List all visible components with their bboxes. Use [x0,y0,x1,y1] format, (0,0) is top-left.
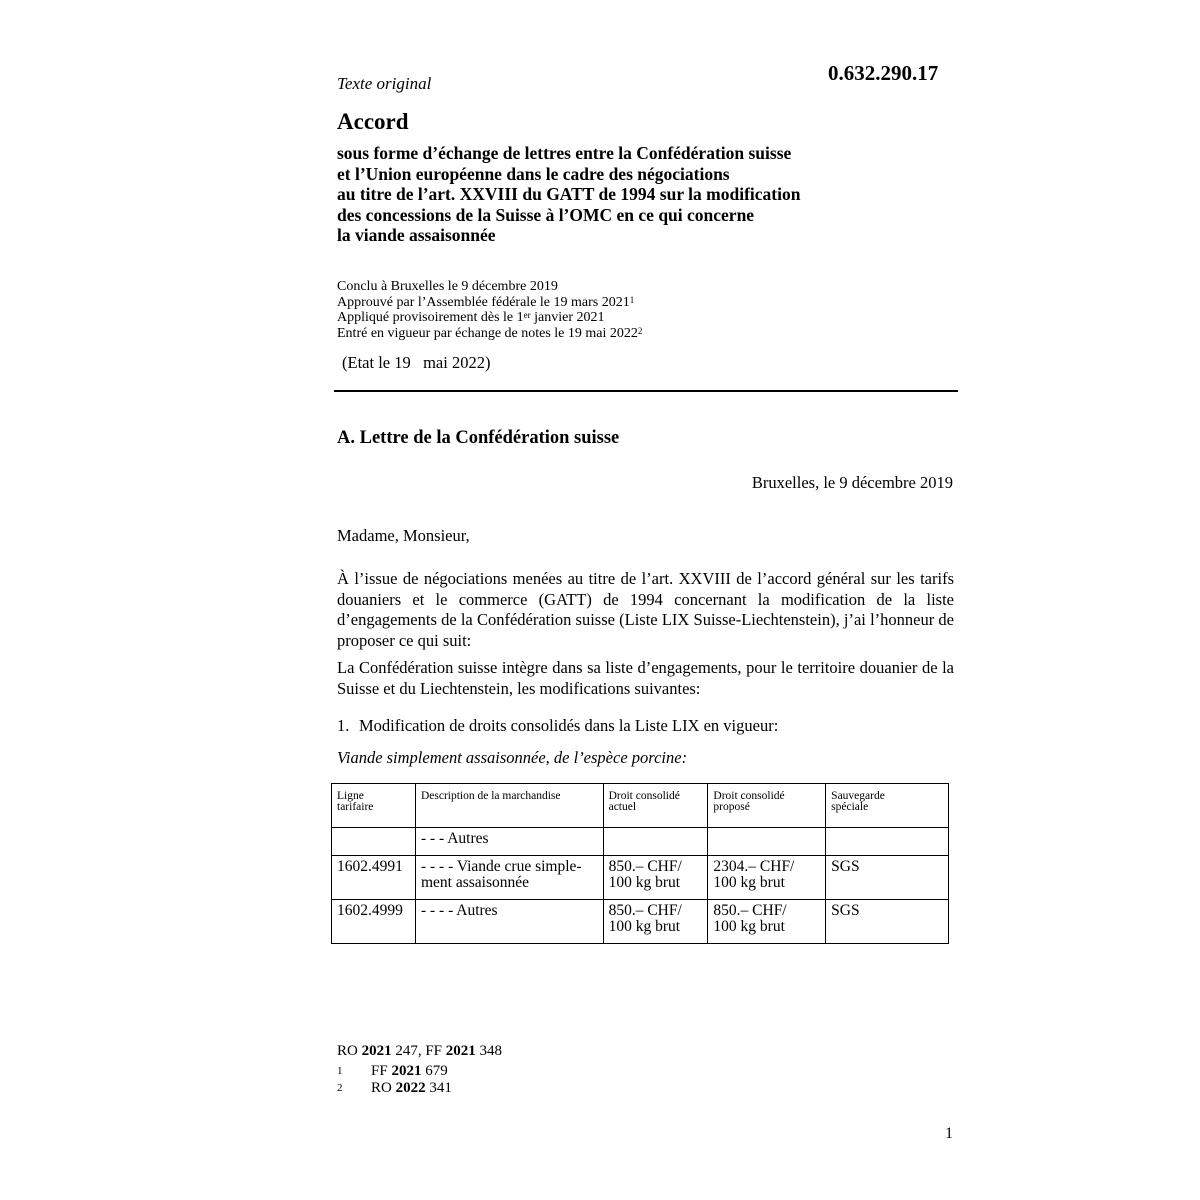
table-row [332,856,949,900]
in-force-date: Entré en vigueur par échange de notes le 19 mai 2022$^2$ [337,325,643,341]
section-a-title: A. Lettre de la Confédération suisse [337,428,620,448]
place-date: Bruxelles, le 9 décembre 2019 [751,473,953,492]
table-cell: 850.– CHF/ 100 kg brut [708,900,826,944]
table-cell [332,828,416,856]
header-special-safeguard: Sauvegarde spéciale [826,784,949,828]
footnote-ref-1[interactable]: 1 [629,294,635,305]
subtitle-line: au titre de l’art. XXVIII du GATT de 1994 sur la modification [337,184,801,204]
paragraph-1: À l’issue de négociations menées au titre de l’art. XXVIII de l’accord général sur les tarifs douaniers et le commerce (GATT) de 1994 concernant la modification de la liste d’engagements de la Confédération suisse (Liste LIX Suisse-Liechtenstein), j’ai l’honneur de proposer ce qui suit: [337,569,954,650]
header-tariff-line: Ligne tarifaire [332,784,416,828]
table-subheading: Viande simplement assaisonnée, de l’espèce porcine: [337,748,688,767]
table-cell: 850.– CHF/ 100 kg brut [603,856,708,900]
table-cell [708,828,826,856]
table-cell: 1602.4991 [332,856,416,900]
table-cell [603,828,708,856]
table-cell [826,828,949,856]
dates-block [337,279,642,341]
applied-date: Appliqué provisoirement dès le 1er janvier 2021 [337,310,605,325]
table-cell: SGS [826,900,949,944]
table-cell: SGS [826,856,949,900]
document-subtitle [337,143,957,246]
subtitle-line: des concessions de la Suisse à l’OMC en ce qui concerne [337,204,755,225]
footer-reference: RO 2021 247, FF 2021 348 [337,1043,503,1059]
table-cell: 1602.4999 [332,900,416,944]
table-cell: 850.– CHF/ 100 kg brut [603,900,708,944]
concluded-date: Conclu à Bruxelles le 9 décembre 2019 [337,279,558,294]
header-current-duty: Droit consolidé actuel [603,784,708,828]
table-cell: - - - - Viande crue simple- ment assaisonnée [415,856,603,900]
footnote-2: 2 RO 2022 341 [337,1080,452,1096]
state-date: (Etat le 19 mai 2022) [342,353,491,372]
salutation: Madame, Monsieur, [337,526,470,545]
header-description: Description de la marchandise [415,784,603,828]
paragraph-2: La Confédération suisse intègre dans sa liste d’engagements, pour le territoire douanier de la Suisse et du Liechtenstein, les modifications suivantes: [337,658,954,698]
table-header-row [332,784,949,828]
document-title: Accord [337,109,409,134]
table-cell: 2304.– CHF/ 100 kg brut [708,856,826,900]
header-proposed-duty: Droit consolidé proposé [708,784,826,828]
tariff-table [331,783,949,944]
table-cell: - - - Autres [415,828,603,856]
subtitle-line: la viande assaisonnée [337,225,496,245]
sr-number: 0.632.290.17 [828,61,939,85]
list-item-1: 1. Modification de droits consolidés dans la Liste LIX en vigueur: [337,716,779,735]
horizontal-rule [334,390,958,392]
approved-date: Approuvé par l’Assemblée fédérale le 19 mars 2021$^1$ [337,294,635,310]
table-cell: - - - - Autres [415,900,603,944]
subtitle-line: et l’Union européenne dans le cadre des négociations [337,163,730,184]
footnote-ref-2[interactable]: 2 [637,325,643,336]
table-row [332,828,949,856]
table-row [332,900,949,944]
original-text-label: Texte original [337,74,432,93]
page-number: 1 [945,1125,953,1142]
footnote-1: 1 FF 2021 679 [337,1063,448,1079]
subtitle-line: sous forme d’échange de lettres entre la Confédération suisse [337,143,792,163]
